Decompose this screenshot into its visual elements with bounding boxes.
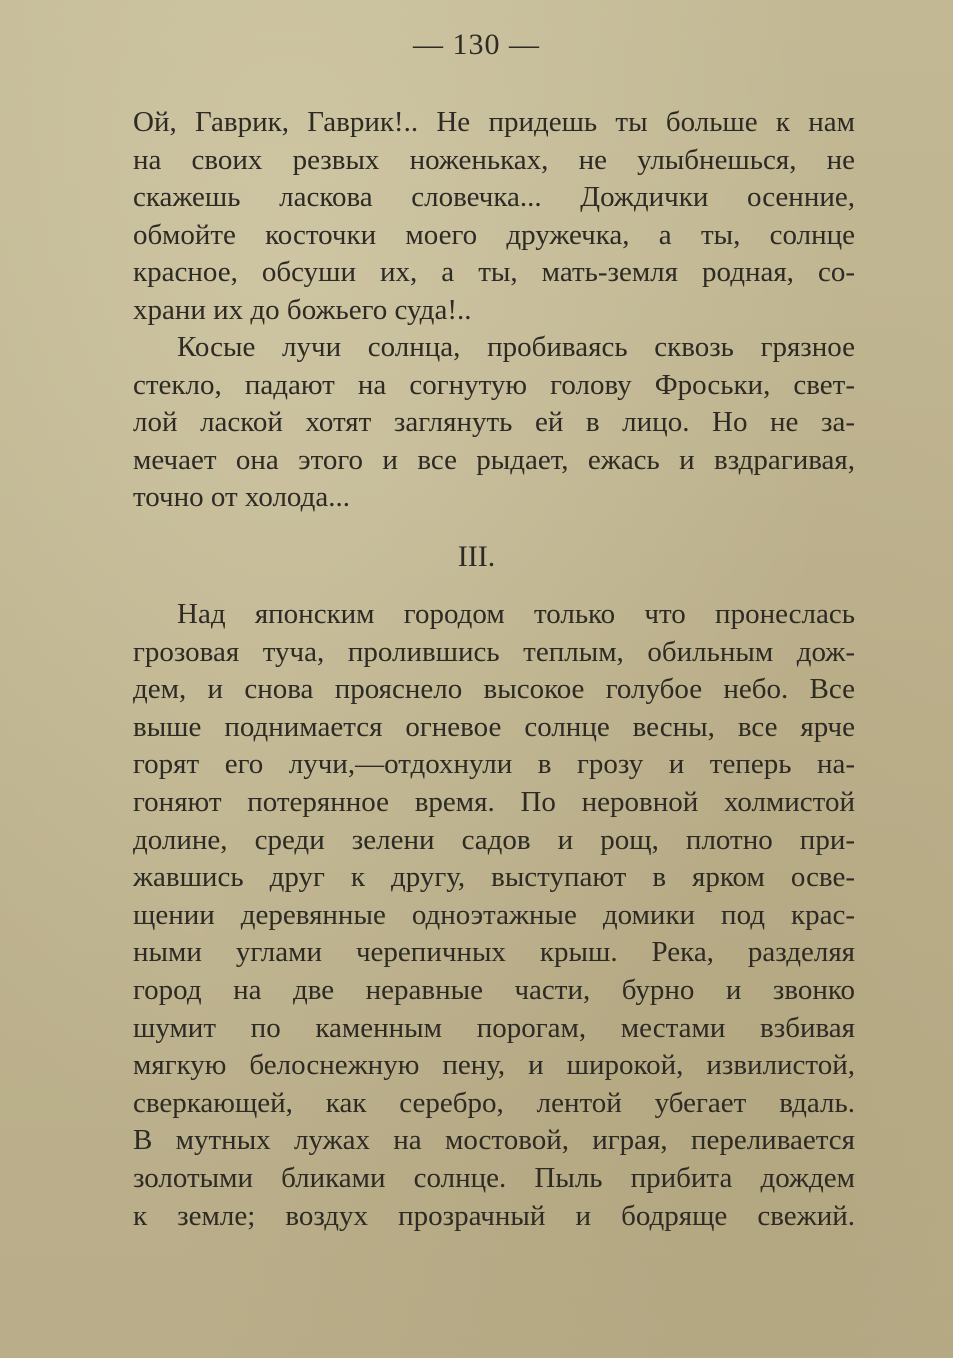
paragraph-3 [133, 596, 855, 1235]
text-line: красное, обсуши их, а ты, мать-земля родная, со- [133, 256, 855, 289]
text-line: обмойте косточки моего дружечка, а ты, солнце [133, 218, 855, 251]
text-line: город на две неравные части, бурно и звонко [133, 973, 855, 1006]
text-line: к земле; воздух прозрачный и бодряще свежий. [133, 1199, 855, 1232]
text-line: горят его лучи,—отдохнули в грозу и теперь на- [133, 748, 855, 781]
text-line: мечает она этого и все рыдает, ежась и вздрагивая, [133, 443, 855, 476]
text-line: Ой, Гаврик, Гаврик!.. Не придешь ты больше к нам [133, 106, 855, 138]
text-line: Над японским городом только что пронеслась [177, 598, 855, 630]
text-line: мягкую белоснежную пену, и широкой, извилистой, [133, 1049, 855, 1082]
text-line: точно от холода... [133, 481, 350, 514]
text-line: грозовая туча, пролившись теплым, обильным дож- [133, 635, 855, 668]
text-line: В мутных лужах на мостовой, играя, переливается [133, 1124, 855, 1157]
text-line: ными углами черепичных крыш. Река, разделяя [133, 936, 855, 969]
text-line: шумит по каменным порогам, местами взбивая [133, 1011, 855, 1044]
text-line: выше поднимается огневое солнце весны, все ярче [133, 710, 855, 743]
text-line: щении деревянные одноэтажные домики под крас- [133, 898, 855, 931]
text-line: лой лаской хотят заглянуть ей в лицо. Но не за- [133, 406, 855, 439]
text-line: дем, и снова прояснело высокое голубое небо. Все [133, 673, 855, 706]
paragraph-1 [133, 104, 855, 330]
text-line: Косые лучи солнца, пробиваясь сквозь грязное [177, 331, 855, 363]
text-line: на своих резвых ноженьках, не улыбнешься, не [133, 143, 855, 176]
text-line: храни их до божьего суда!.. [133, 293, 472, 326]
paragraph-2 [133, 329, 855, 517]
text-line: сверкающей, как серебро, лентой убегает вдаль. [133, 1086, 855, 1119]
text-line: стекло, падают на согнутую голову Фроськи, свет- [133, 368, 855, 401]
text-line: гоняют потерянное время. По неровной холмистой [133, 785, 855, 818]
text-line: золотыми бликами солнце. Пыль прибита дождем [133, 1161, 855, 1194]
page-number: — 130 — [413, 28, 540, 61]
text-line: жавшись друг к другу, выступают в ярком осве- [133, 861, 855, 894]
text-line: скажешь ласкова словечка... Дождички осенние, [133, 181, 855, 214]
section-heading: III. [457, 540, 496, 573]
text-line: долине, среди зелени садов и рощ, плотно при- [133, 823, 855, 856]
